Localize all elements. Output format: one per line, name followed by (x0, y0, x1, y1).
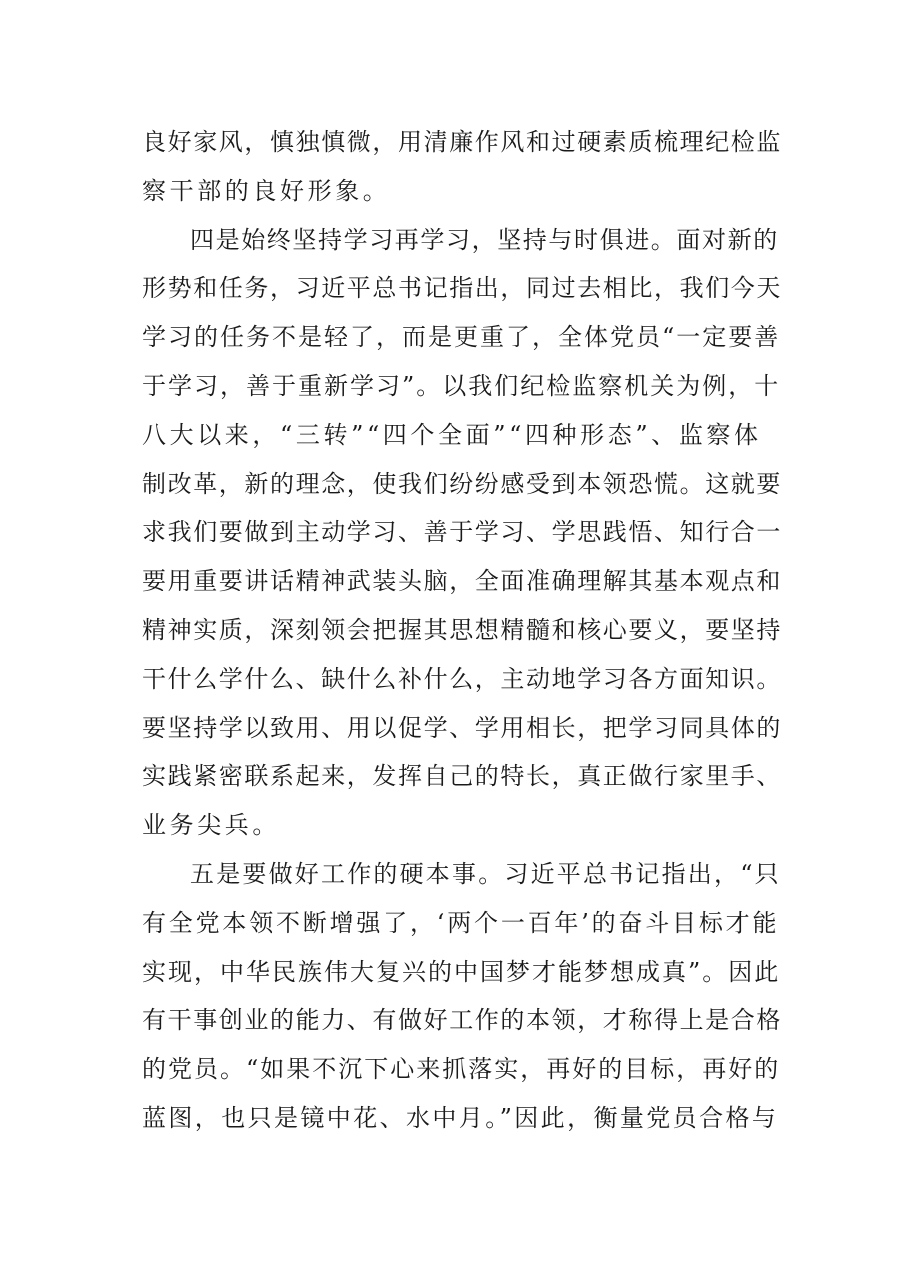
text-line: 实现，中华民族伟大复兴的中国梦才能梦想成真”。因此 (142, 957, 781, 986)
text-line: 形势和任务，习近平总书记指出，同过去相比，我们今天 (142, 274, 782, 303)
text-line: 八大以来，“三转”“四个全面”“四种形态”、监察体 (142, 420, 762, 449)
body-text (142, 118, 782, 1143)
text-line: 蓝图，也只是镜中花、水中月。”因此，衡量党员合格与 (142, 1103, 779, 1132)
text-line: 要用重要讲话精神武装头脑，全面准确理解其基本观点和 (142, 567, 782, 596)
text-line: 干什么学什么、缺什么补什么，主动地学习各方面知识。 (142, 664, 782, 693)
paragraph-first-line: 五是要做好工作的硬本事。习近平总书记指出，“只 (190, 859, 781, 888)
text-line: 察干部的良好形象。 (142, 176, 391, 205)
text-line: 的党员。“如果不沉下心来抓落实，再好的目标，再好的 (142, 1055, 781, 1084)
text-line: 业务尖兵。 (142, 811, 280, 840)
text-line: 求我们要做到主动学习、善于学习、学思践悟、知行合一 (142, 518, 782, 547)
text-line: 实践紧密联系起来，发挥自己的特长，真正做行家里手、 (142, 762, 782, 791)
text-line: 精神实质，深刻领会把握其思想精髓和核心要义，要坚持 (142, 615, 782, 644)
text-line: 有干事创业的能力、有做好工作的本领，才称得上是合格 (142, 1006, 782, 1035)
text-line: 学习的任务不是轻了，而是更重了，全体党员“一定要善 (142, 323, 781, 352)
text-line: 制改革，新的理念，使我们纷纷感受到本领恐慌。这就要 (142, 469, 782, 498)
text-line: 于学习，善于重新学习”。以我们纪检监察机关为例，十 (142, 371, 781, 400)
text-line: 要坚持学以致用、用以促学、学用相长，把学习同具体的 (142, 713, 782, 742)
text-line: 有全党本领不断增强了，‘两个一百年’的奋斗目标才能 (142, 908, 780, 937)
text-line: 良好家风，慎独慎微，用清廉作风和过硬素质梳理纪检监 (142, 128, 782, 156)
paragraph-first-line: 四是始终坚持学习再学习，坚持与时俱进。面对新的 (190, 225, 779, 254)
